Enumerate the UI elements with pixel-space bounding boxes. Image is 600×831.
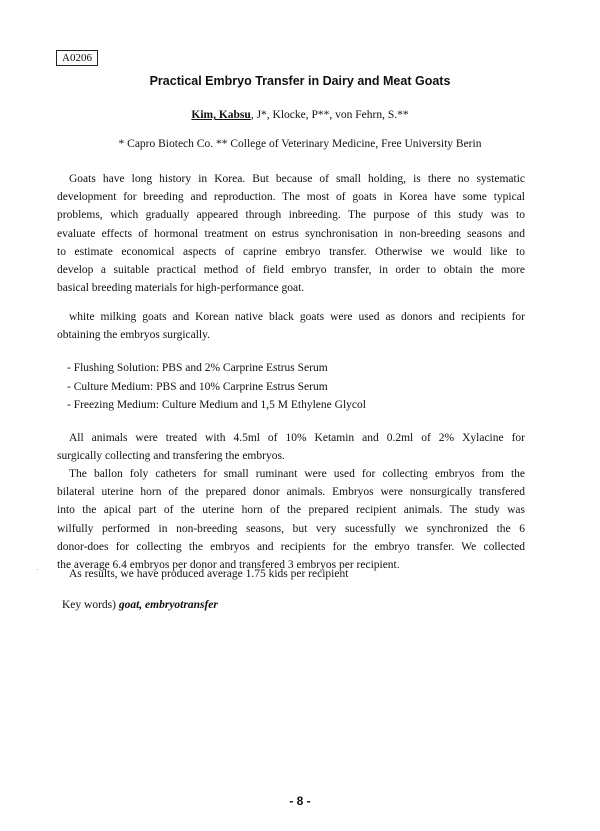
abstract-code: A0206 [56,50,98,66]
results-line: The ballon foly catheters for small ruminant were used for collecting embryos from the [69,468,525,480]
materials-line: white milking goats and Korean native black goats were used as donors and recipients for [69,311,525,323]
media-item: - Flushing Solution: PBS and 2% Carprine Estrus Serum [67,362,328,374]
results-line: wilfully performed in non-breeding seasons, but very sucessfully we synchronized the 6 [57,522,525,535]
intro-line: develop a suitable practical method of field embryo transfer, in order to obtain the more [57,264,525,277]
results-line: the average 6.4 embryos per donor and transfered 3 embryos per recipient. [57,559,400,572]
methods-line: surgically collecting and transfering the embryos. [57,450,285,463]
affiliation: * Capro Biotech Co. ** College of Veterinary Medicine, Free University Berin [118,138,482,150]
results-line: bilateral uterine horn of the prepared donor animals. Embryos were nonsurgically transfered [57,486,525,499]
methods-line: All animals were treated with 4.5ml of 10% Ketamin and 0.2ml of 2% Xylacine for [69,432,525,444]
intro-line: basical breeding materials for high-performance goat. [57,282,305,295]
intro-paragraph [57,170,525,297]
author-line [0,109,600,121]
other-authors: , J*, Klocke, P**, von Fehrn, S.** [250,109,409,121]
intro-line: Goats have long history in Korea. But because of small holding, is there no systematic [69,173,525,185]
intro-line: to estimate economical aspects of caprine embryo transfer. Otherwise we would like to [57,245,525,258]
intro-line: development for breeding and reproduction. The most of goats in Korea have some typical [57,191,525,204]
conclusion-paragraph [69,565,529,583]
methods-paragraph [57,429,525,465]
conclusion-line: As results, we have produced average 1.75 kids per recipient [69,568,349,580]
first-author: Kim, Kabsu [191,109,251,121]
media-item: - Culture Medium: PBS and 10% Carprine Estrus Serum [67,380,328,393]
keywords [62,599,218,611]
materials-paragraph [57,308,525,344]
intro-line: evaluate effects of hormonal treatment on estrus synchronisation in non-breeding seasons and [57,227,525,240]
media-list [67,359,366,415]
results-paragraph [57,465,525,574]
keywords-terms: goat, embryotransfer [118,599,218,611]
materials-line: obtaining the embryos surgically. [57,329,210,342]
results-line: into the apical part of the uterine horn of the prepared recipient animals. The study was [57,504,525,517]
keywords-label: Key words) [62,599,116,611]
results-line: donor-does for collecting the embryos and recipients for the embryo transfer. We collected [57,540,525,553]
intro-line: problems, which gradually appeared through inbreeding. The purpose of this study was to [57,209,525,222]
paper-title: Practical Embryo Transfer in Dairy and Meat Goats [149,74,451,88]
media-item: - Freezing Medium: Culture Medium and 1,5 M Ethylene Glycol [67,399,366,411]
page-number: - 8 - [289,794,311,808]
scan-speck [37,569,38,570]
